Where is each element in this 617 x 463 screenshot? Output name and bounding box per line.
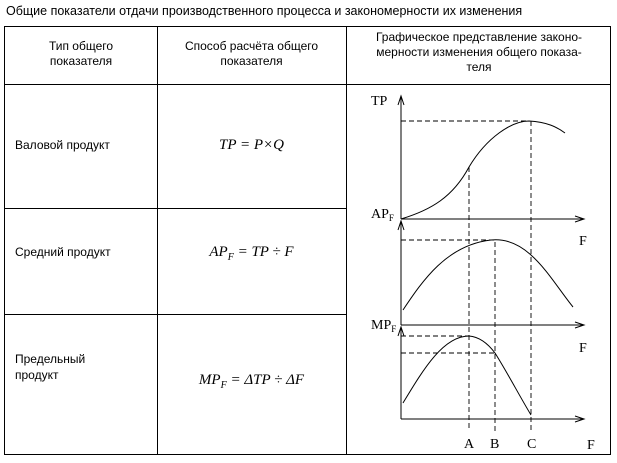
- header-method-line1: Способ расчёта общего: [184, 39, 319, 53]
- mp-axis-label-main: MP: [371, 318, 392, 333]
- ap-x-label: F: [579, 341, 587, 356]
- formula-gross-product: [157, 137, 346, 154]
- mp-x-label: F: [587, 438, 595, 453]
- formula-lhs: TP: [219, 137, 237, 153]
- mp-axis-label: [371, 318, 396, 334]
- header-type-line1: Тип общего: [48, 39, 114, 53]
- row-average-product-label: Средний продукт: [15, 245, 111, 259]
- formula-average-product: [157, 244, 346, 263]
- mp-curve: [403, 336, 531, 415]
- row-divider: [5, 208, 346, 209]
- formula-marginal-product: [157, 372, 346, 391]
- point-c-label: C: [527, 437, 537, 452]
- formula-lhs: MP: [198, 372, 221, 388]
- row-divider: [5, 314, 346, 315]
- tp-x-label: F: [579, 234, 587, 249]
- ap-curve: [403, 240, 573, 310]
- ap-axis-label-main: AP: [371, 207, 389, 222]
- point-a-label: A: [464, 437, 475, 452]
- graph-panel: [347, 85, 612, 455]
- header-graph-line2: мерности изменения общего показа-: [376, 45, 582, 59]
- header-method: [157, 39, 346, 69]
- tp-curve: [401, 121, 565, 219]
- formula-subscript: F: [220, 380, 227, 391]
- formula-rhs: = TP ÷ F: [233, 244, 294, 260]
- header-type-line2: показателя: [49, 54, 113, 68]
- header-graph-line1: Графическое представление законо-: [375, 30, 582, 44]
- row-gross-product-label: Валовой продукт: [15, 138, 110, 152]
- header-type: [5, 39, 157, 69]
- point-b-label: B: [490, 437, 500, 452]
- ap-axis-label: [371, 207, 394, 223]
- formula-lhs: AP: [209, 244, 228, 260]
- indicators-table: [4, 26, 611, 455]
- header-method-line2: показателя: [220, 54, 283, 68]
- header-graph-line3: теля: [466, 60, 492, 74]
- formula-subscript: F: [227, 252, 234, 263]
- row-marginal-product-line2: продукт: [15, 368, 59, 382]
- tp-axis-label: TP: [371, 94, 388, 109]
- page-title: Общие показатели отдачи производственного процесса и закономерности их изменения: [6, 4, 523, 18]
- header-graph: [346, 30, 612, 75]
- row-marginal-product-label: [15, 351, 85, 383]
- mp-axis-label-sub: F: [391, 324, 397, 334]
- ap-axis-label-sub: F: [388, 213, 394, 223]
- row-marginal-product-line1: Предельный: [15, 352, 86, 366]
- formula-rhs: = P×Q: [236, 137, 284, 153]
- formula-rhs: = ΔTP ÷ ΔF: [226, 372, 305, 388]
